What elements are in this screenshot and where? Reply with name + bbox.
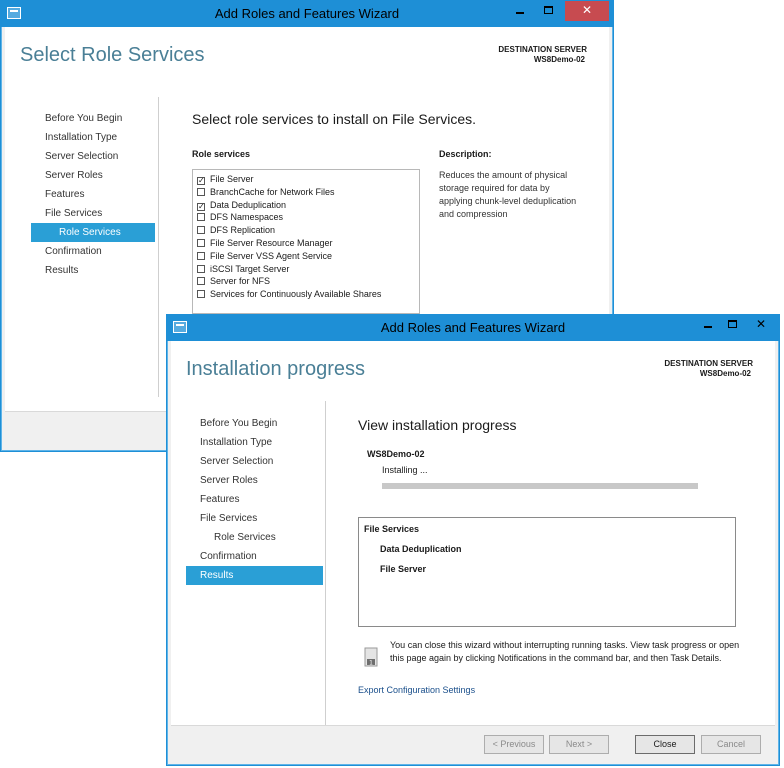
nav-features[interactable]: Features	[45, 189, 85, 200]
result-feature: File Services	[364, 524, 420, 534]
install-progress-bar	[382, 483, 698, 489]
role-service-label: BranchCache for Network Files	[210, 186, 335, 197]
front-wizard-window	[166, 314, 780, 766]
role-service-item[interactable]	[193, 288, 419, 301]
page-title: Select Role Services	[20, 44, 205, 66]
role-service-item[interactable]	[193, 275, 419, 288]
nav-installation-type[interactable]: Installation Type	[200, 437, 273, 448]
nav-results[interactable]: Results	[186, 566, 323, 585]
nav-server-selection[interactable]: Server Selection	[45, 151, 119, 162]
checkbox[interactable]	[197, 213, 205, 221]
role-service-label: Data Deduplication	[210, 199, 287, 210]
results-box	[358, 517, 736, 627]
nav-divider	[325, 401, 326, 731]
server-name: WS8Demo-02	[367, 449, 425, 459]
role-service-label: iSCSI Target Server	[210, 263, 290, 274]
minimize-button[interactable]	[695, 315, 721, 335]
checkbox[interactable]	[197, 265, 205, 273]
role-service-item[interactable]	[193, 211, 419, 224]
nav-before-you-begin[interactable]: Before You Begin	[45, 113, 123, 124]
destination-label: DESTINATION SERVER	[664, 359, 753, 368]
nav-role-services[interactable]: Role Services	[31, 223, 155, 242]
description-label: Description:	[439, 149, 492, 159]
checkbox[interactable]	[197, 239, 205, 247]
window-title: Add Roles and Features Wizard	[214, 6, 400, 21]
front-title-bar[interactable]	[167, 315, 779, 341]
close-button[interactable]: Close	[635, 735, 695, 754]
nav-server-roles[interactable]: Server Roles	[45, 170, 103, 181]
role-service-label: DFS Replication	[210, 225, 276, 236]
next-button[interactable]: Next >	[549, 735, 609, 754]
nav-confirmation[interactable]: Confirmation	[45, 246, 102, 257]
role-service-label: Services for Continuously Available Shares	[210, 289, 382, 300]
content-heading: Select role services to install on File Services.	[192, 111, 476, 127]
destination-server	[498, 45, 587, 65]
role-service-item[interactable]	[193, 237, 419, 250]
nav-results[interactable]: Results	[45, 265, 79, 276]
destination-label: DESTINATION SERVER	[498, 45, 587, 54]
notification-flag-icon	[364, 647, 378, 667]
cancel-button[interactable]: Cancel	[701, 735, 761, 754]
role-service-label: File Server	[210, 174, 254, 184]
minimize-button[interactable]	[507, 1, 533, 21]
close-wizard-note: You can close this wizard without interrupting running tasks. View task progress or open this page again by clicking Notifications in the command bar, and then Task Details.	[390, 640, 740, 663]
checkbox[interactable]	[197, 277, 205, 285]
role-services-list[interactable]	[192, 169, 420, 314]
role-service-item[interactable]	[193, 173, 419, 186]
checkbox[interactable]: ✓	[198, 201, 205, 211]
role-service-item[interactable]	[193, 263, 419, 276]
nav-divider	[158, 97, 159, 397]
role-service-item[interactable]	[193, 186, 419, 199]
checkbox[interactable]	[197, 252, 205, 260]
role-service-label: Server for NFS	[210, 276, 271, 287]
close-window-button[interactable]: ✕	[565, 1, 609, 21]
destination-server	[664, 359, 753, 379]
wizard-nav	[186, 414, 323, 585]
front-client-area	[171, 341, 775, 761]
svg-text:1: 1	[369, 659, 373, 667]
role-service-label: File Server Resource Manager	[210, 237, 333, 248]
nav-server-selection[interactable]: Server Selection	[200, 456, 274, 467]
checkbox[interactable]: ✓	[198, 176, 205, 185]
nav-role-services[interactable]: Role Services	[214, 532, 276, 543]
role-service-item[interactable]	[193, 199, 419, 212]
role-service-item[interactable]	[193, 224, 419, 237]
minimize-icon	[704, 326, 712, 328]
content-heading: View installation progress	[358, 417, 517, 433]
nav-confirmation[interactable]: Confirmation	[200, 551, 257, 562]
checkbox[interactable]	[197, 290, 205, 298]
previous-button[interactable]: < Previous	[484, 735, 544, 754]
export-configuration-link[interactable]: Export Configuration Settings	[358, 685, 476, 695]
nav-installation-type[interactable]: Installation Type	[45, 132, 118, 143]
role-service-label: File Server VSS Agent Service	[210, 250, 333, 261]
nav-server-roles[interactable]: Server Roles	[200, 475, 258, 486]
wizard-nav	[31, 109, 155, 280]
back-title-bar[interactable]	[1, 1, 613, 27]
maximize-button[interactable]	[719, 315, 745, 335]
checkbox[interactable]	[197, 226, 205, 234]
page-title: Installation progress	[186, 358, 365, 380]
nav-features[interactable]: Features	[200, 494, 240, 505]
role-services-label: Role services	[192, 149, 251, 159]
role-service-item[interactable]	[193, 250, 419, 263]
result-feature: File Server	[380, 564, 427, 574]
install-status: Installing ...	[382, 465, 428, 475]
nav-before-you-begin[interactable]: Before You Begin	[200, 418, 278, 429]
window-title: Add Roles and Features Wizard	[380, 320, 566, 335]
destination-name: WS8Demo-02	[699, 369, 751, 378]
maximize-icon	[544, 6, 553, 14]
nav-file-services[interactable]: File Services	[200, 513, 258, 524]
minimize-icon	[516, 12, 524, 14]
close-window-button[interactable]: ✕	[755, 317, 767, 331]
checkbox[interactable]	[197, 188, 205, 196]
result-feature: Data Deduplication	[380, 544, 462, 554]
maximize-icon	[728, 320, 737, 328]
nav-file-services[interactable]: File Services	[45, 208, 103, 219]
role-service-label: DFS Namespaces	[210, 212, 284, 223]
maximize-button[interactable]	[535, 1, 561, 21]
destination-name: WS8Demo-02	[533, 55, 585, 64]
description-text: Reduces the amount of physical storage required for data by applying chunk-level deduplication and compression	[439, 170, 577, 219]
